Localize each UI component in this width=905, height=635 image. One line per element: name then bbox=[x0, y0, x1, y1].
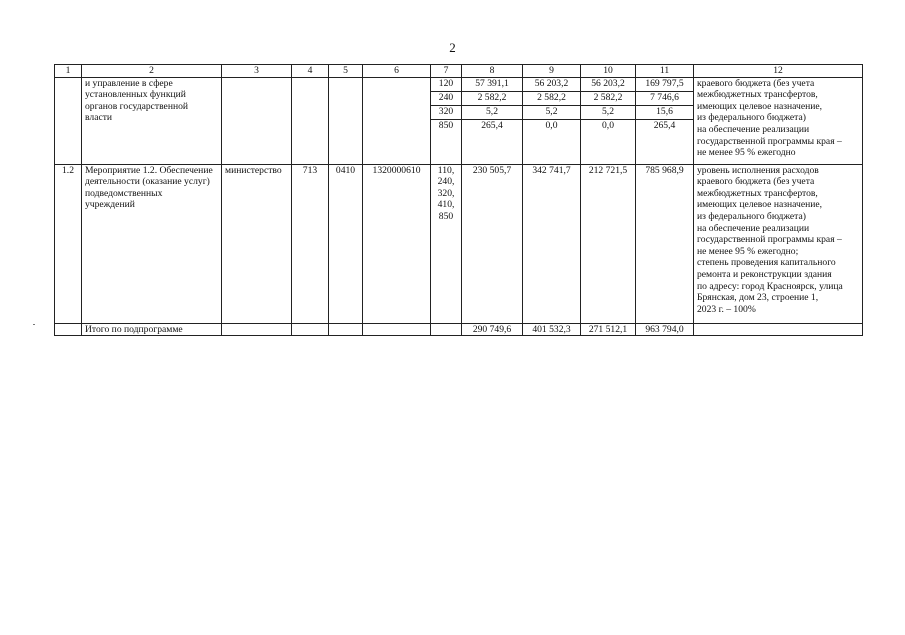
amount-value: 2 582,2 bbox=[462, 92, 522, 106]
vr-code: 110, bbox=[437, 164, 455, 176]
result-line: краевого бюджета (без учета bbox=[697, 77, 815, 89]
amount-value: 265,4 bbox=[653, 119, 676, 131]
column-number: 2 bbox=[82, 65, 222, 78]
name-line: органов государственной bbox=[85, 100, 189, 112]
result-line: государственной программы края – bbox=[697, 234, 842, 246]
budget-table bbox=[54, 64, 863, 336]
year-2022-cell bbox=[523, 77, 581, 164]
amount-value: 57 391,1 bbox=[462, 78, 522, 92]
column-number: 5 bbox=[329, 65, 363, 78]
amount-value: 7 746,6 bbox=[636, 92, 693, 106]
vr-code: 320, bbox=[437, 187, 455, 199]
expected-result-cell bbox=[694, 77, 863, 164]
result-line: на обеспечение реализации bbox=[697, 123, 810, 135]
total-label: Итого по подпрограмме bbox=[82, 323, 222, 336]
column-number: 8 bbox=[462, 65, 523, 78]
vr-code: 320 bbox=[431, 106, 461, 120]
name-line: установленных функций bbox=[85, 89, 186, 101]
result-line: из федерального бюджета) bbox=[697, 210, 806, 222]
total-period: 963 794,0 bbox=[636, 323, 694, 336]
column-number: 9 bbox=[523, 65, 581, 78]
item-number-cell bbox=[55, 77, 82, 164]
csr-cell: 1320000610 bbox=[363, 164, 431, 323]
amount-value: 56 203,2 bbox=[581, 78, 635, 92]
total-year-2023: 271 512,1 bbox=[581, 323, 636, 336]
item-number-cell: 1.2 bbox=[55, 164, 82, 323]
result-line: из федерального бюджета) bbox=[697, 112, 806, 124]
result-line: государственной программы края – bbox=[697, 135, 842, 147]
rzpr-cell bbox=[329, 77, 363, 164]
amount-value: 2 582,2 bbox=[581, 92, 635, 106]
amount-value: 0,0 bbox=[602, 119, 614, 131]
period-total-cell bbox=[636, 77, 694, 164]
scan-speck bbox=[33, 324, 35, 325]
vr-code: 120 bbox=[431, 78, 461, 92]
vr-code: 850 bbox=[438, 210, 454, 222]
table-row bbox=[55, 77, 863, 164]
column-number: 1 bbox=[55, 65, 82, 78]
result-line: имеющих целевое назначение, bbox=[697, 199, 823, 211]
amount-value: 5,2 bbox=[581, 106, 635, 120]
column-number: 3 bbox=[222, 65, 292, 78]
year-2021-cell bbox=[462, 77, 523, 164]
name-line: и управление в сфере bbox=[85, 77, 173, 89]
name-line: учреждений bbox=[85, 199, 135, 211]
column-number: 4 bbox=[292, 65, 329, 78]
result-line: на обеспечение реализации bbox=[697, 222, 810, 234]
vr-code: 240 bbox=[431, 92, 461, 106]
amount-value: 5,2 bbox=[523, 106, 580, 120]
rzpr-cell bbox=[329, 323, 363, 336]
page-number: 2 bbox=[449, 40, 456, 55]
column-number: 6 bbox=[363, 65, 431, 78]
result-line: Брянская, дом 23, строение 1, bbox=[697, 292, 819, 304]
vr-code: 850 bbox=[438, 119, 454, 131]
executor-cell: министерство bbox=[222, 164, 292, 323]
item-name-cell bbox=[82, 164, 222, 323]
vr-code: 240, bbox=[437, 176, 455, 188]
vr-cell bbox=[431, 323, 462, 336]
name-line: деятельности (оказание услуг) bbox=[85, 176, 210, 188]
vr-code: 410, bbox=[437, 199, 455, 211]
result-line: не менее 95 % ежегодно bbox=[697, 147, 796, 159]
amount-value: 169 797,5 bbox=[636, 78, 693, 92]
year-2022-cell: 342 741,7 bbox=[523, 164, 581, 323]
grbs-cell bbox=[292, 77, 329, 164]
expected-result-cell bbox=[694, 323, 863, 336]
result-line: по адресу: город Красноярск, улица bbox=[697, 280, 843, 292]
result-line: уровень исполнения расходов bbox=[697, 164, 819, 176]
column-number: 10 bbox=[581, 65, 636, 78]
total-year-2022: 401 532,3 bbox=[523, 323, 581, 336]
result-line: 2023 г. – 100% bbox=[697, 303, 756, 315]
result-line: ремонта и реконструкции здания bbox=[697, 268, 832, 280]
expected-result-cell bbox=[694, 164, 863, 323]
csr-cell bbox=[363, 323, 431, 336]
result-line: межбюджетных трансфертов, bbox=[697, 89, 818, 101]
year-2023-cell: 212 721,5 bbox=[581, 164, 636, 323]
grbs-cell bbox=[292, 323, 329, 336]
column-number: 11 bbox=[636, 65, 694, 78]
executor-cell bbox=[222, 77, 292, 164]
item-name-cell bbox=[82, 77, 222, 164]
result-line: степень проведения капитального bbox=[697, 257, 836, 269]
period-total-cell: 785 968,9 bbox=[636, 164, 694, 323]
grbs-cell: 713 bbox=[292, 164, 329, 323]
column-number-row bbox=[55, 65, 863, 78]
result-line: межбюджетных трансфертов, bbox=[697, 187, 818, 199]
amount-value: 0,0 bbox=[545, 119, 558, 131]
vr-cell bbox=[431, 164, 462, 323]
amount-value: 5,2 bbox=[462, 106, 522, 120]
amount-value: 56 203,2 bbox=[523, 78, 580, 92]
name-line: власти bbox=[85, 112, 113, 124]
amount-value: 15,6 bbox=[636, 106, 693, 120]
total-year-2021: 290 749,6 bbox=[462, 323, 523, 336]
amount-value: 265,4 bbox=[481, 119, 503, 131]
total-row bbox=[55, 323, 863, 336]
year-2023-cell bbox=[581, 77, 636, 164]
amount-value: 2 582,2 bbox=[523, 92, 580, 106]
column-number: 12 bbox=[694, 65, 863, 78]
result-line: имеющих целевое назначение, bbox=[697, 100, 823, 112]
name-line: Мероприятие 1.2. Обеспечение bbox=[85, 164, 213, 176]
column-number: 7 bbox=[431, 65, 462, 78]
item-number-cell bbox=[55, 323, 82, 336]
result-line: не менее 95 % ежегодно; bbox=[697, 245, 799, 257]
csr-cell bbox=[363, 77, 431, 164]
executor-cell bbox=[222, 323, 292, 336]
result-line: краевого бюджета (без учета bbox=[697, 176, 815, 188]
name-line: подведомственных bbox=[85, 187, 163, 199]
rzpr-cell: 0410 bbox=[329, 164, 363, 323]
table-row bbox=[55, 164, 863, 323]
vr-cell bbox=[431, 77, 462, 164]
year-2021-cell: 230 505,7 bbox=[462, 164, 523, 323]
